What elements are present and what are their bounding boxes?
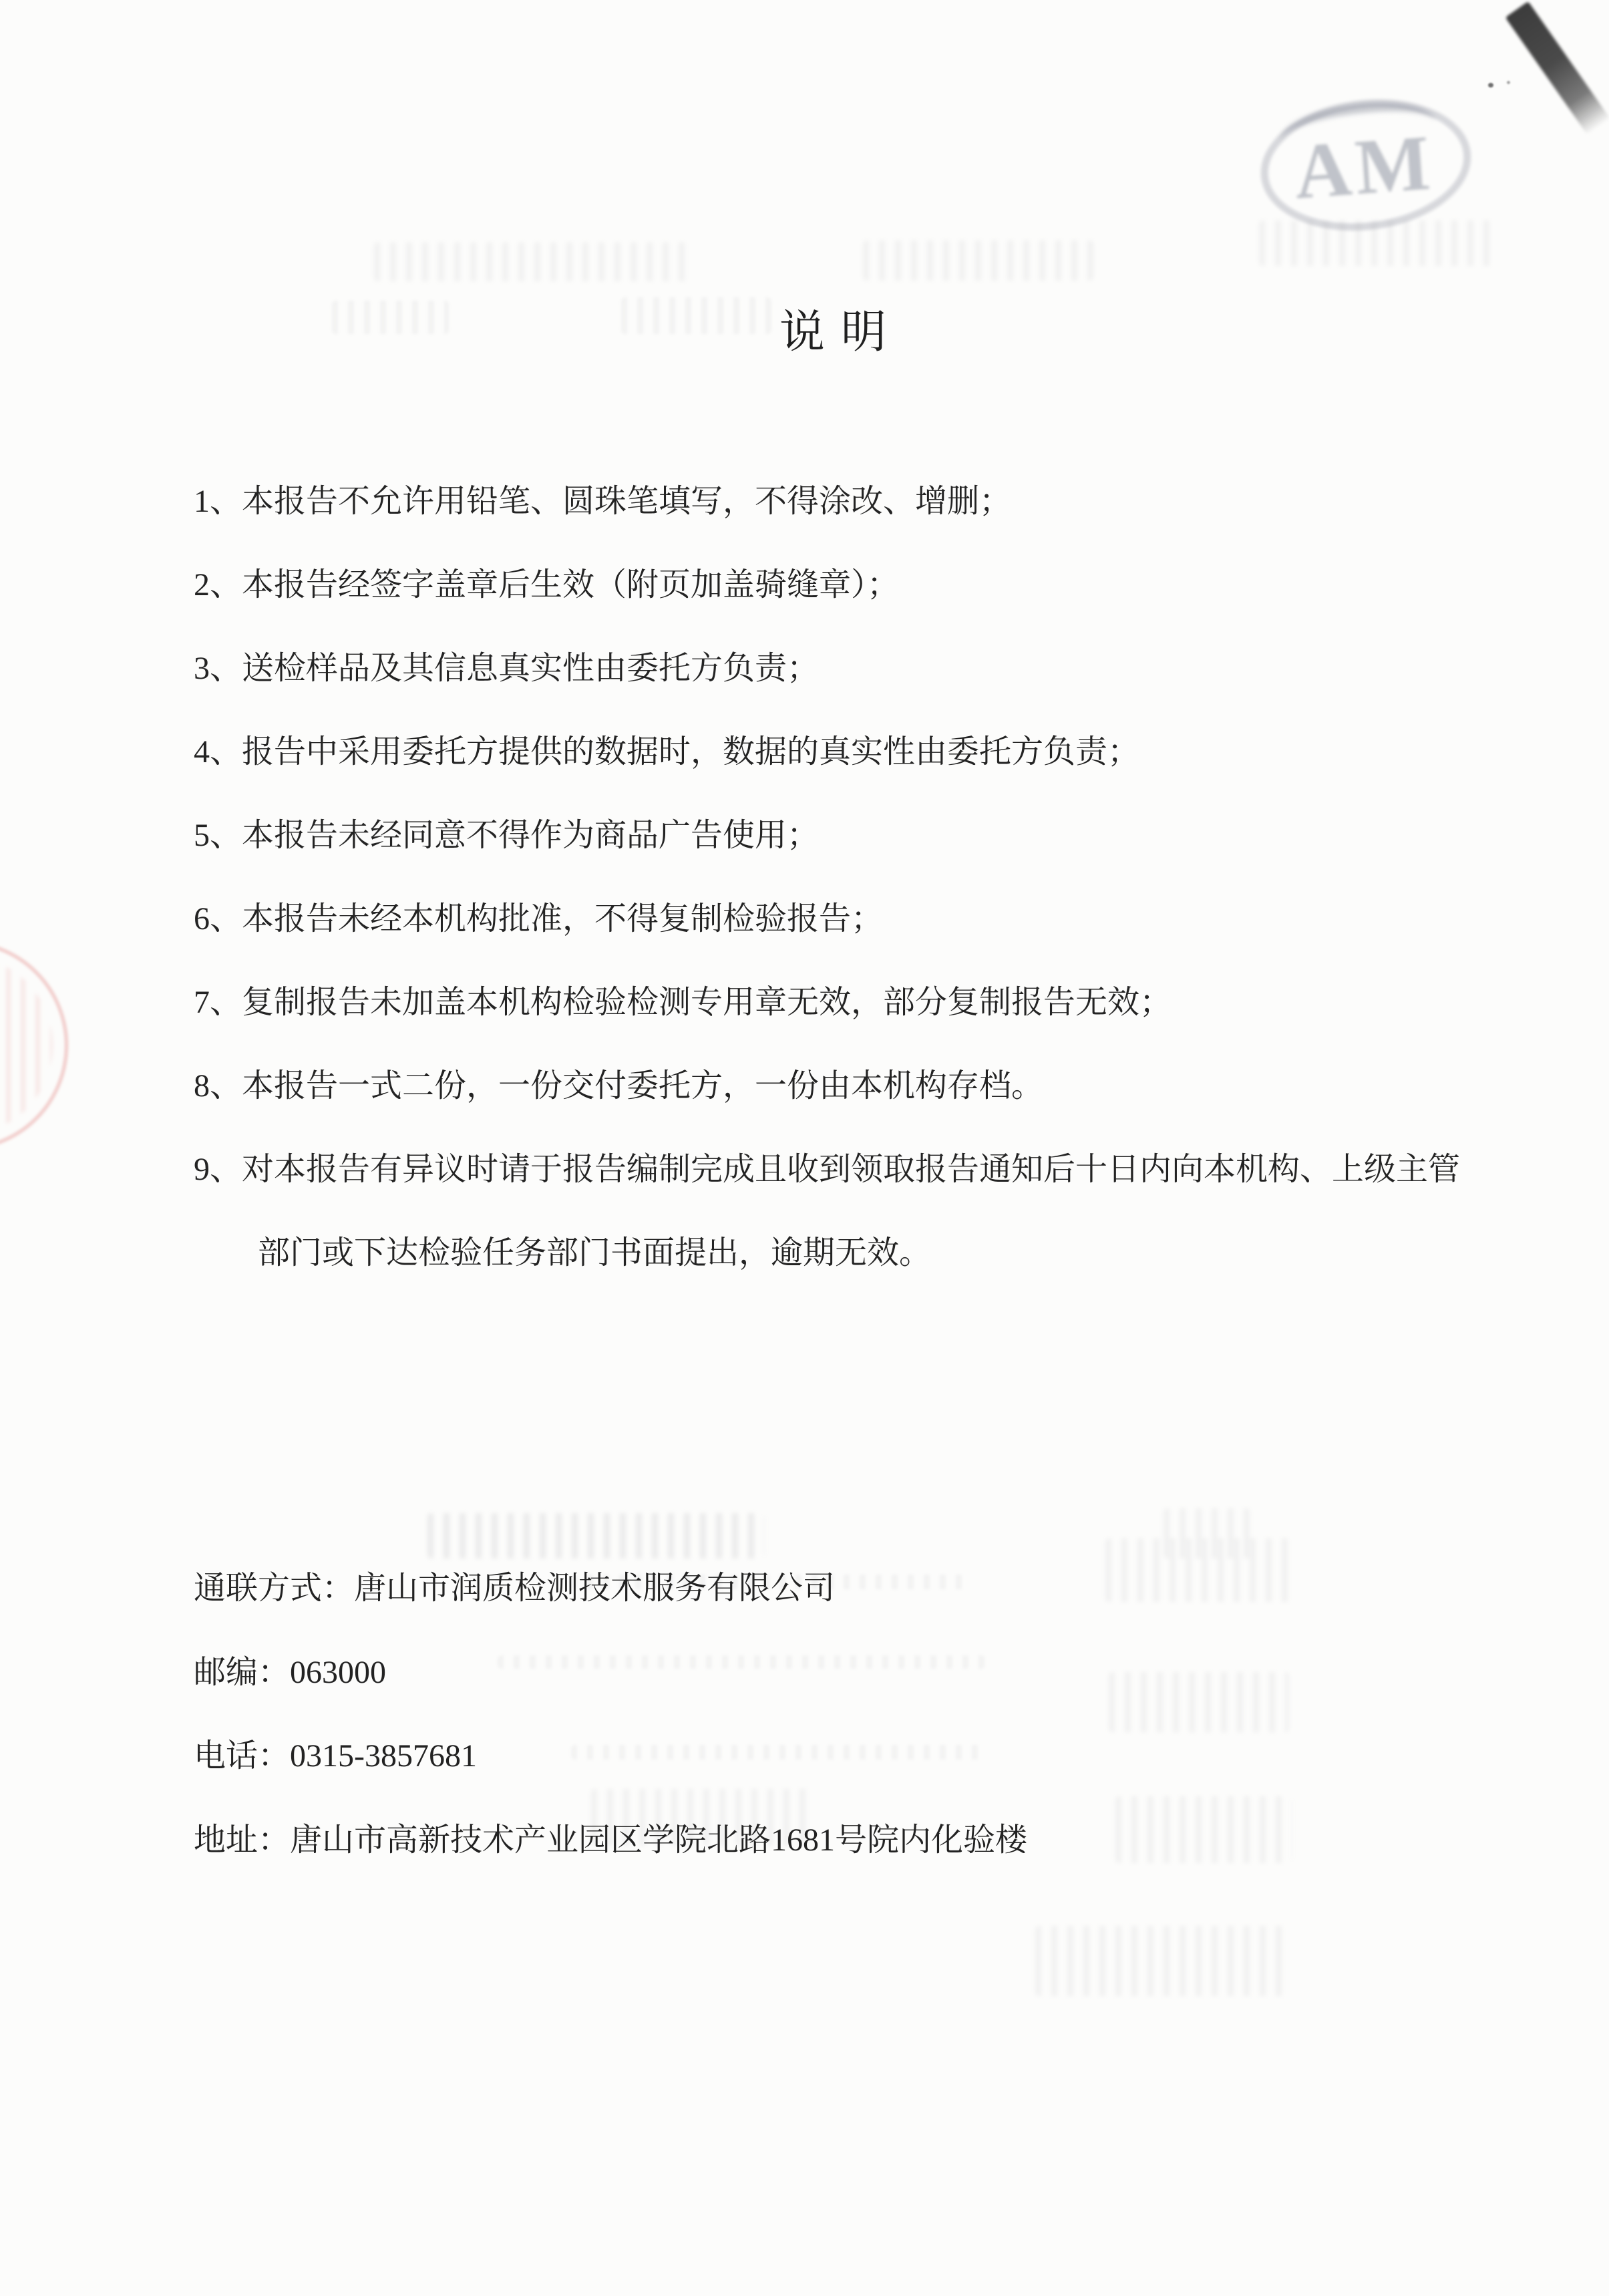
- note-item: [194, 1128, 1463, 1295]
- scan-speck: [1488, 83, 1493, 88]
- note-line: 8、本报告一式二份，一份交付委托方，一份由本机构存档。: [194, 1068, 1044, 1104]
- note-line: 部门或下达检验任务部门书面提出，逾期无效。: [258, 1235, 932, 1271]
- notes-list: [194, 460, 1463, 1295]
- contact-line: 邮编：063000: [194, 1654, 387, 1690]
- note-line: 7、复制报告未加盖本机构检验检测专用章无效，部分复制报告无效；: [194, 985, 1172, 1020]
- note-line: 2、本报告经签字盖章后生效（附页加盖骑缝章）；: [194, 567, 900, 603]
- note-line: 6、本报告未经本机构批准，不得复制检验报告；: [194, 901, 884, 937]
- ghost-smudge: [332, 301, 449, 334]
- contact-block: [194, 1546, 1262, 1882]
- page-title: 说明: [779, 307, 903, 357]
- contact-line: 通联方式：唐山市润质检测技术服务有限公司: [194, 1571, 836, 1606]
- note-line: 3、送检样品及其信息真实性由委托方负责；: [194, 651, 820, 686]
- note-line: 4、报告中采用委托方提供的数据时，数据的真实性由委托方负责；: [194, 734, 1140, 770]
- note-item: [194, 1044, 1463, 1128]
- red-seal-stamp-partial: [0, 941, 68, 1150]
- note-item: [194, 877, 1463, 961]
- note-item: [194, 460, 1463, 543]
- scan-fold-artifact: [1505, 1, 1609, 135]
- note-item: [194, 627, 1463, 710]
- ghost-smudge: [863, 240, 1093, 281]
- contact-line: 电话：0315-3857681: [194, 1738, 477, 1774]
- note-item: [194, 961, 1463, 1044]
- note-item: [194, 710, 1463, 794]
- note-line: 5、本报告未经同意不得作为商品广告使用；: [194, 818, 820, 853]
- stamp-letters: AM: [1291, 118, 1437, 216]
- note-item: [194, 794, 1463, 877]
- note-line: 9、对本报告有异议时请于报告编制完成且收到领取报告通知后十日内向本机构、上级主管: [194, 1152, 1461, 1187]
- contact-line: 地址：唐山市高新技术产业园区学院北路1681号院内化验楼: [194, 1822, 1028, 1858]
- ghost-smudge: [621, 297, 771, 334]
- ghost-smudge: [1035, 1926, 1289, 1996]
- scan-speck: [1507, 81, 1510, 84]
- stamp-smudge: [1259, 220, 1499, 266]
- note-line: 1、本报告不允许用铅笔、圆珠笔填写，不得涂改、增删；: [194, 484, 1012, 519]
- ghost-smudge: [374, 242, 688, 281]
- note-item: [194, 543, 1463, 627]
